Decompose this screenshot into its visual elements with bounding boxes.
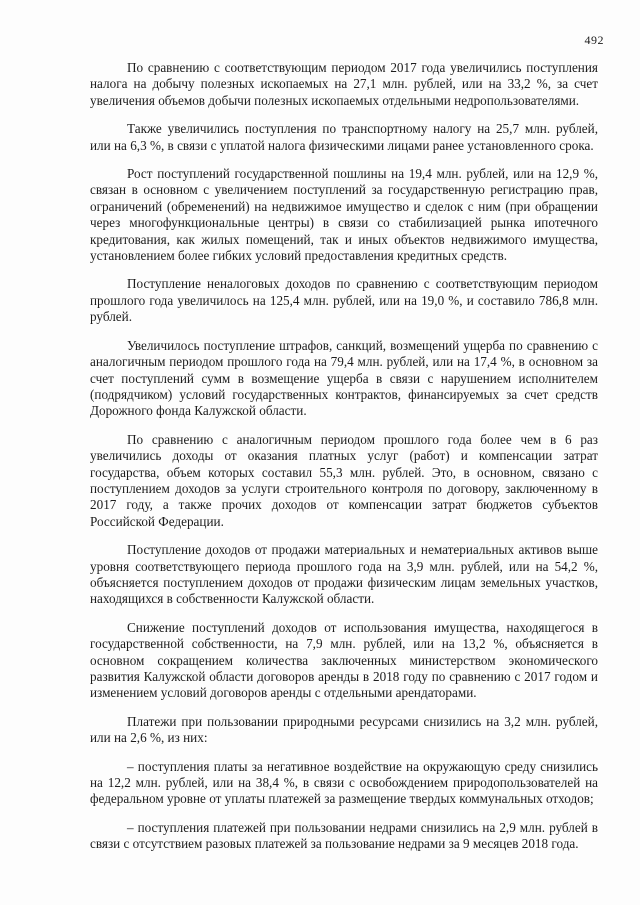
paragraph-mineral-tax: По сравнению с соответствующим периодом 2017 года увеличились поступления налога на добычу полезных ископаемых на 27,1 млн. рублей, или на 33,2 %, за счет увеличения объемов добычи полезных ископаемых отдельными недропользователями.	[90, 60, 598, 108]
paragraph-fines: Увеличилось поступление штрафов, санкций, возмещений ущерба по сравнению с аналогичным периодом прошлого года на 79,4 млн. рублей, или на 17,4 %, в основном за счет поступлений сумм в возмещение ущерба в связи с нарушением исполнителем (подрядчиком) условий государственных контрактов, финансируемых за счет средств Дорожного фонда Калужской области.	[90, 337, 598, 419]
paragraph-non-tax-income: Поступление неналоговых доходов по сравнению с соответствующим периодом прошлого года увеличилось на 125,4 млн. рублей, или на 19,0 %, и составило 786,8 млн. рублей.	[90, 276, 598, 325]
list-item-subsoil-fee: – поступления платежей при пользовании недрами снизились на 2,9 млн. рублей в связи с отсутствием разовых платежей за пользование недрами за 9 месяцев 2018 года.	[90, 819, 598, 852]
paragraph-property-use: Снижение поступлений доходов от использования имущества, находящегося в государственной собственности, на 7,9 млн. рублей, или на 13,2 %, объясняется в основном сокращением количества заключенных министерством экономического развития Калужской области договоров аренды в 2018 году по сравнению с 2017 годом и изменением условий договоров аренды с отдельными арендаторами.	[90, 619, 598, 701]
page-number: 492	[584, 33, 604, 47]
paragraph-state-duty: Рост поступлений государственной пошлины на 19,4 млн. рублей, или на 12,9 %, связан в основном с увеличением поступлений за государственную регистрацию прав, ограничений (обременений) на недвижимое имущество и сделок с ним (при обращении через многофункциональные центры) в связи со стабилизацией рынка ипотечного кредитования, как жилых помещений, так и иных объектов недвижимого имущества, установлением более гибких условий предоставления кредитных средств.	[90, 166, 598, 264]
paragraph-transport-tax: Также увеличились поступления по транспортному налогу на 25,7 млн. рублей, или на 6,3 %, в связи с уплатой налога физическими лицами ранее установленного срока.	[90, 121, 598, 153]
document-body	[90, 60, 598, 865]
paragraph-paid-services: По сравнению с аналогичным периодом прошлого года более чем в 6 раз увеличились доходы от оказания платных услуг (работ) и компенсации затрат государства, объем которых составил 55,3 млн. рублей. Это, в основном, связано с поступлением доходов за услуги строительного контроля по договору, заключенному в 2017 году, а также прочих доходов от компенсации затрат бюджетов субъектов Российской Федерации.	[90, 431, 598, 529]
list-item-environment-fee: – поступления платы за негативное воздействие на окружающую среду снизились на 12,2 млн. рублей, или на 38,4 %, в связи с освобождением природопользователей на федеральном уровне от уплаты платежей за размещение твердых коммунальных отходов;	[90, 758, 598, 807]
paragraph-asset-sales: Поступление доходов от продажи материальных и нематериальных активов выше уровня соответствующего периода прошлого года на 3,9 млн. рублей, или на 54,2 %, объясняется поступлением доходов от продажи физическим лицам земельных участков, находящихся в собственности Калужской области.	[90, 542, 598, 607]
paragraph-natural-resources: Платежи при пользовании природными ресурсами снизились на 3,2 млн. рублей, или на 2,6 %, из них:	[90, 713, 598, 746]
